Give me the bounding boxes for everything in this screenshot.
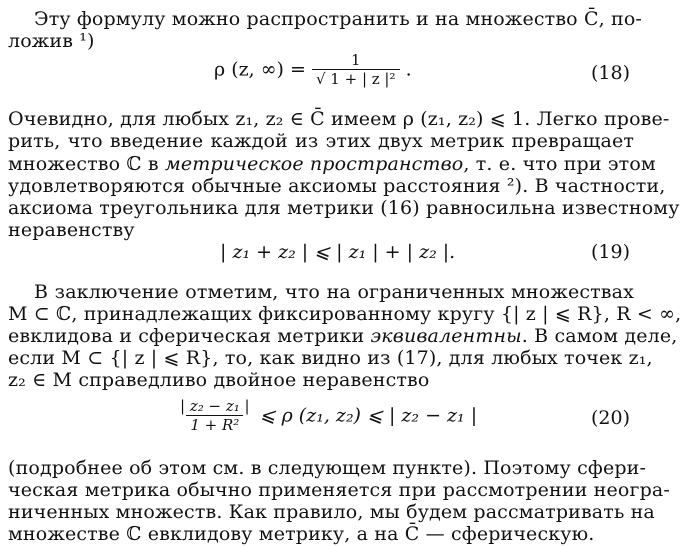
- text-span: множество ℂ в: [8, 153, 165, 175]
- formula-lhs: ρ (z, ∞) =: [214, 58, 306, 81]
- fraction-numerator: | z₂ − z₁ |: [180, 397, 250, 415]
- text-line: M ⊂ ℂ, принадлежащих фиксированному кругу {| z | ⩽ R}, R < ∞,: [8, 303, 681, 325]
- text-line: (подробнее об этом см. в следующем пункте). Поэтому сфери-: [8, 457, 647, 479]
- fraction: [312, 52, 400, 89]
- equation-number: (18): [590, 62, 630, 84]
- text-span: . В самом деле,: [521, 325, 678, 347]
- text-line: удовлетворяются обычные аксиомы расстояния ²). В частности,: [8, 175, 666, 197]
- formula-20: [176, 398, 477, 435]
- formula-rest: ⩽ ρ (z₁, z₂) ⩽ | z₂ − z₁ |: [259, 404, 478, 427]
- text-line: ложив ¹): [8, 30, 95, 52]
- text-line: Эту формулу можно распространить и на множество C̄, по-: [34, 8, 642, 30]
- text-line: [8, 153, 656, 175]
- text-line: ниченных множеств. Как правило, мы будем рассматривать на: [8, 501, 655, 523]
- text-line: неравенству: [8, 219, 135, 241]
- fraction: [176, 398, 254, 435]
- text-line: рить, что введение каждой из этих двух метрик превращает: [8, 130, 634, 152]
- text-line: аксиома треугольника для метрики (16) равносильна известному: [8, 197, 680, 219]
- text-span: , т. е. что при этом: [463, 153, 656, 175]
- text-line: если M ⊂ {| z | ⩽ R}, то, как видно из (17), для любых точек z₁,: [8, 347, 653, 369]
- text-line: В заключение отметим, что на ограниченных множествах: [34, 281, 634, 303]
- italic-term: метрическое пространство: [164, 153, 464, 175]
- text-line: [8, 325, 678, 347]
- formula-19: | z₁ + z₂ | ⩽ | z₁ | + | z₂ |.: [220, 241, 456, 263]
- text-line: множестве ℂ евклидову метрику, а на C̄ — сферическую.: [8, 523, 595, 545]
- formula-18: [214, 52, 412, 89]
- fraction-numerator: 1: [350, 51, 361, 69]
- italic-term: эквивалентны: [370, 325, 522, 347]
- equation-number: (20): [590, 407, 630, 429]
- text-line: z₂ ∈ M справедливо двойное неравенство: [8, 369, 430, 391]
- equation-number: (19): [590, 241, 630, 263]
- text-line: ческая метрика обычно применяется при рассмотрении неогра-: [8, 479, 670, 501]
- fraction-denominator: 1 + R²: [186, 415, 243, 435]
- text-span: евклидова и сферическая метрики: [8, 325, 371, 347]
- text-line: Очевидно, для любых z₁, z₂ ∈ C̄ имеем ρ (z₁, z₂) ⩽ 1. Легко прове-: [8, 108, 670, 130]
- formula-tail: .: [405, 58, 412, 81]
- fraction-denominator: √ 1 + | z |²: [312, 69, 400, 89]
